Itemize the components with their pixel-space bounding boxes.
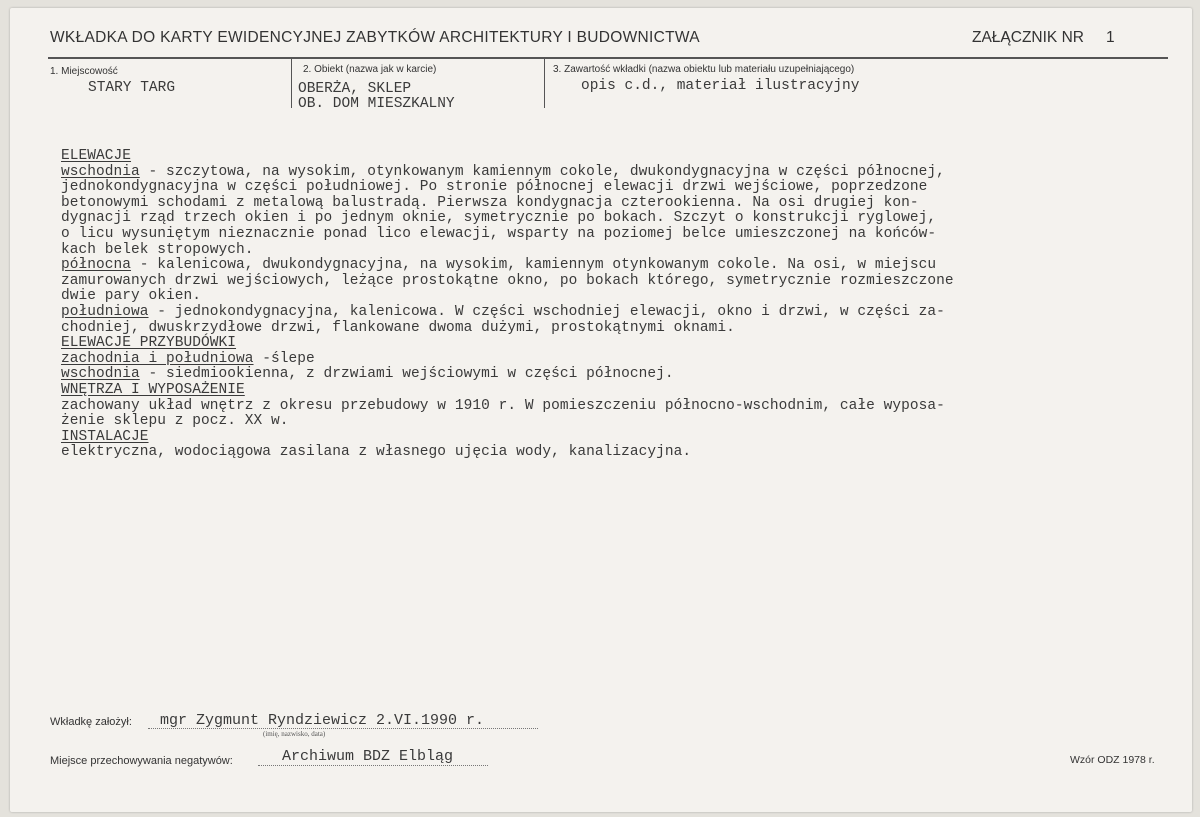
term-polnocna: północna — [61, 257, 132, 274]
location-label: 1. Miejscowość — [50, 66, 118, 77]
header-rule — [48, 57, 1168, 59]
text-line: betonowymi schodami z metalową balustradą. Pierwsza kondygnacja czterookienna. Na osi drugiej kon- — [61, 194, 919, 211]
object-value-line1: OBERŻA, SKLEP — [298, 81, 412, 97]
text-line: żenie sklepu z pocz. XX w. — [61, 413, 289, 430]
author-value: mgr Zygmunt Ryndziewicz 2.VI.1990 r. — [160, 712, 485, 729]
text-line: zachowany układ wnętrz z okresu przebudowy w 1910 r. W pomieszczeniu północno-wschodnim, całe wyposa- — [61, 397, 945, 414]
storage-value: Archiwum BDZ Elbląg — [282, 748, 454, 765]
term-wschodnia-przybudowki: wschodnia — [61, 366, 140, 383]
heading-elewacje-przybudowki: ELEWACJE PRZYBUDÓWKI — [61, 335, 237, 352]
text-line: elektryczna, wodociągowa zasilana z własnego ujęcia wody, kanalizacyjna. — [61, 444, 692, 461]
heading-wnetrza: WNĘTRZA I WYPOSAŻENIE — [61, 381, 245, 398]
text-line: o licu wysuniętym nieznacznie ponad lico elewacji, wsparty na poziomej belce umieszczonej na końców- — [61, 225, 937, 242]
heading-instalacje: INSTALACJE — [61, 428, 149, 445]
location-value: STARY TARG — [88, 80, 176, 96]
attachment-number — [972, 29, 1115, 47]
text-line: - siedmiookienna, z drzwiami wejściowymi w części północnej. — [139, 366, 674, 383]
text-line: kach belek stropowych. — [61, 241, 254, 258]
text-line: chodniej, dwuskrzydłowe drzwi, flankowane dwoma dużymi, prostokątnymi oknami. — [61, 319, 735, 336]
object-value-line2: OB. DOM MIESZKALNY — [298, 96, 455, 112]
author-label: Wkładkę założył: — [50, 716, 132, 728]
storage-dotted-line — [258, 765, 488, 766]
storage-label: Miejsce przechowywania negatywów: — [50, 755, 233, 767]
text-line: dwie pary okien. — [61, 288, 202, 305]
text-line: -ślepe — [253, 350, 315, 367]
term-wschodnia: wschodnia — [61, 163, 140, 180]
text-line: - szczytowa, na wysokim, otynkowanym kamiennym cokole, dwukondygnacyjna w części północnej, — [139, 163, 945, 180]
document-title: WKŁADKA DO KARTY EWIDENCYJNEJ ZABYTKÓW ARCHITEKTURY I BUDOWNICTWA — [50, 29, 700, 46]
attachment-label: ZAŁĄCZNIK NR — [972, 29, 1084, 46]
text-line: - jednokondygnacyjna, kalenicowa. W części wschodniej elewacji, okno i drzwi, w części za- — [148, 303, 945, 320]
heading-elewacje: ELEWACJE — [61, 148, 132, 164]
field-divider-2 — [544, 58, 545, 108]
author-note: (imię, nazwisko, data) — [263, 730, 326, 738]
form-code: Wzór ODZ 1978 r. — [1070, 754, 1155, 766]
text-line: - kalenicowa, dwukondygnacyjna, na wysokim, kamiennym otynkowanym cokole. Na osi, w miejscu — [131, 257, 937, 274]
text-line: dygnacji rząd trzech okien i po jednym oknie, symetrycznie po bokach. Szczyt o konstrukcji ryglowej, — [61, 210, 937, 227]
text-line: jednokondygnacyjna w części południowej. Po stronie północnej elewacji drzwi wejściowe, poprzedzone — [61, 179, 928, 196]
content-label: 3. Zawartość wkładki (nazwa obiektu lub materiału uzupełniającego) — [553, 64, 855, 75]
term-poludniowa: południowa — [61, 303, 149, 320]
term-zachodnia-poludniowa: zachodnia i południowa — [61, 350, 254, 367]
text-line: zamurowanych drzwi wejściowych, leżące prostokątne okno, po bokach którego, symetrycznie rozmieszczone — [61, 272, 954, 289]
description-body — [61, 149, 1101, 461]
content-value: opis c.d., materiał ilustracyjny — [581, 78, 860, 94]
field-divider-1 — [291, 58, 292, 108]
object-label: 2. Obiekt (nazwa jak w karcie) — [303, 64, 437, 75]
attachment-number-value: 1 — [1105, 29, 1115, 46]
